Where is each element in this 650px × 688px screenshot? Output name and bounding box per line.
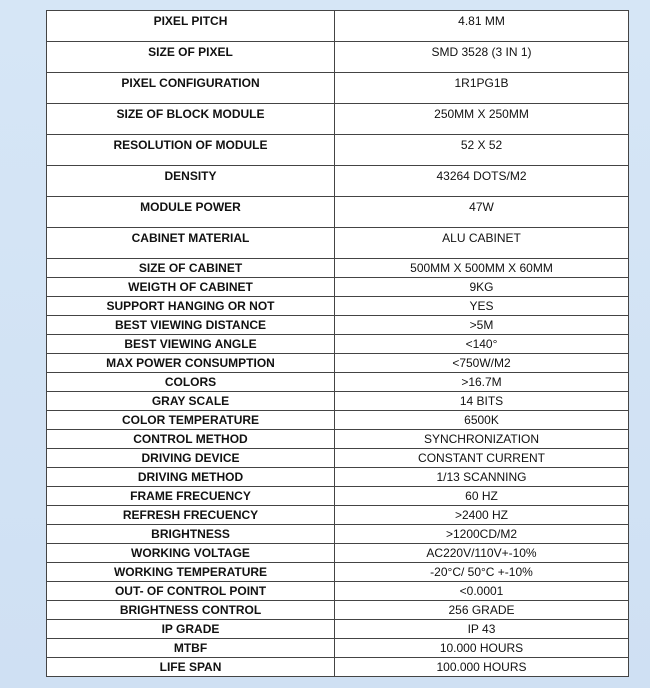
spec-value: >2400 HZ <box>335 506 629 525</box>
spec-value: CONSTANT CURRENT <box>335 449 629 468</box>
table-row <box>47 525 629 544</box>
spec-label: DRIVING DEVICE <box>47 449 335 468</box>
spec-label: WORKING TEMPERATURE <box>47 563 335 582</box>
spec-label: WORKING VOLTAGE <box>47 544 335 563</box>
table-row <box>47 278 629 297</box>
spec-label: MTBF <box>47 639 335 658</box>
spec-label: MODULE POWER <box>47 197 335 228</box>
spec-value: 14 BITS <box>335 392 629 411</box>
table-row <box>47 601 629 620</box>
table-row <box>47 42 629 73</box>
spec-value: SYNCHRONIZATION <box>335 430 629 449</box>
spec-label: DENSITY <box>47 166 335 197</box>
spec-value: IP 43 <box>335 620 629 639</box>
table-row <box>47 228 629 259</box>
spec-label: BEST VIEWING DISTANCE <box>47 316 335 335</box>
spec-value: 256 GRADE <box>335 601 629 620</box>
spec-label: SIZE OF CABINET <box>47 259 335 278</box>
table-row <box>47 11 629 42</box>
table-row <box>47 563 629 582</box>
spec-label: WEIGTH OF CABINET <box>47 278 335 297</box>
spec-value: 500MM X 500MM X 60MM <box>335 259 629 278</box>
spec-label: CONTROL METHOD <box>47 430 335 449</box>
table-row <box>47 544 629 563</box>
spec-value: 100.000 HOURS <box>335 658 629 677</box>
table-row <box>47 373 629 392</box>
spec-label: COLORS <box>47 373 335 392</box>
table-row <box>47 197 629 228</box>
spec-value: 10.000 HOURS <box>335 639 629 658</box>
table-row <box>47 620 629 639</box>
table-row <box>47 354 629 373</box>
spec-value: <0.0001 <box>335 582 629 601</box>
table-row <box>47 639 629 658</box>
spec-value: 60 HZ <box>335 487 629 506</box>
spec-label: FRAME FRECUENCY <box>47 487 335 506</box>
spec-label: BEST VIEWING ANGLE <box>47 335 335 354</box>
table-row <box>47 316 629 335</box>
spec-label: OUT- OF CONTROL POINT <box>47 582 335 601</box>
spec-value: AC220V/110V+-10% <box>335 544 629 563</box>
spec-label: BRIGHTNESS <box>47 525 335 544</box>
table-row <box>47 506 629 525</box>
spec-label: RESOLUTION OF MODULE <box>47 135 335 166</box>
spec-label: GRAY SCALE <box>47 392 335 411</box>
spec-label: SIZE OF PIXEL <box>47 42 335 73</box>
table-row <box>47 658 629 677</box>
spec-value: 1R1PG1B <box>335 73 629 104</box>
table-row <box>47 104 629 135</box>
spec-label: MAX POWER CONSUMPTION <box>47 354 335 373</box>
table-row <box>47 449 629 468</box>
spec-value: 47W <box>335 197 629 228</box>
spec-value: <140° <box>335 335 629 354</box>
spec-label: SIZE OF BLOCK MODULE <box>47 104 335 135</box>
spec-value: >5M <box>335 316 629 335</box>
spec-label: SUPPORT HANGING OR NOT <box>47 297 335 316</box>
table-row <box>47 582 629 601</box>
table-row <box>47 135 629 166</box>
spec-label: DRIVING METHOD <box>47 468 335 487</box>
table-row <box>47 430 629 449</box>
table-row <box>47 259 629 278</box>
spec-label: PIXEL PITCH <box>47 11 335 42</box>
table-row <box>47 392 629 411</box>
spec-value: >16.7M <box>335 373 629 392</box>
spec-label: LIFE SPAN <box>47 658 335 677</box>
table-row <box>47 468 629 487</box>
spec-label: CABINET MATERIAL <box>47 228 335 259</box>
table-row <box>47 166 629 197</box>
spec-label: BRIGHTNESS CONTROL <box>47 601 335 620</box>
spec-value: 43264 DOTS/M2 <box>335 166 629 197</box>
spec-value: 52 X 52 <box>335 135 629 166</box>
spec-value: -20°C/ 50°C +-10% <box>335 563 629 582</box>
table-row <box>47 335 629 354</box>
spec-value: ALU CABINET <box>335 228 629 259</box>
table-row <box>47 411 629 430</box>
spec-value: SMD 3528 (3 IN 1) <box>335 42 629 73</box>
table-row <box>47 297 629 316</box>
spec-table-body <box>47 11 629 677</box>
spec-value: <750W/M2 <box>335 354 629 373</box>
spec-value: >1200CD/M2 <box>335 525 629 544</box>
spec-label: COLOR TEMPERATURE <box>47 411 335 430</box>
spec-value: 1/13 SCANNING <box>335 468 629 487</box>
spec-label: REFRESH FRECUENCY <box>47 506 335 525</box>
table-row <box>47 73 629 104</box>
spec-value: 6500K <box>335 411 629 430</box>
spec-value: 9KG <box>335 278 629 297</box>
spec-value: YES <box>335 297 629 316</box>
spec-value: 250MM X 250MM <box>335 104 629 135</box>
spec-label: IP GRADE <box>47 620 335 639</box>
table-row <box>47 487 629 506</box>
spec-value: 4.81 MM <box>335 11 629 42</box>
spec-table <box>46 10 629 677</box>
spec-label: PIXEL CONFIGURATION <box>47 73 335 104</box>
